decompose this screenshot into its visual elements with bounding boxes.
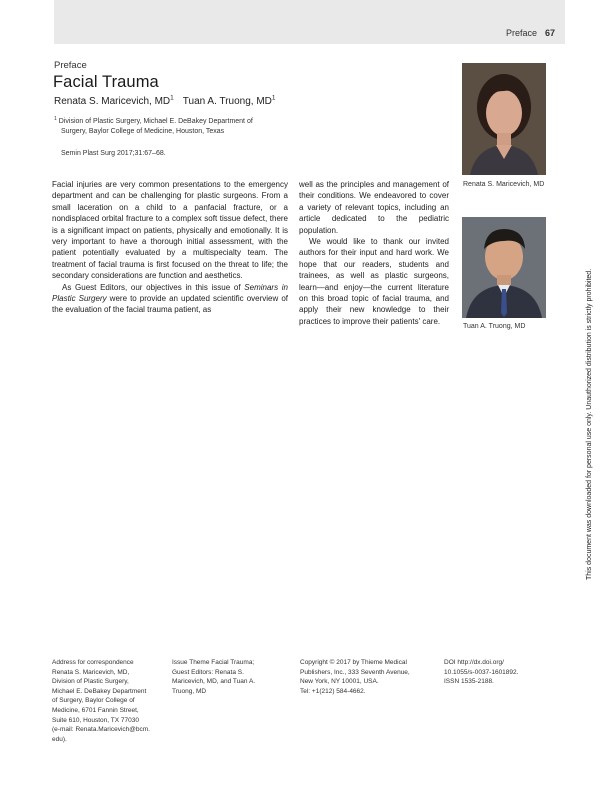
body-paragraph: We would like to thank our invited authors for their input and hard work. We hope that our readers, students and trainees, as well as plastic surgeons, learn—and enjoy—the current literature on this broad topic of facial trauma, and apply their new knowledge to their practices to improve their patients' care. xyxy=(299,237,449,326)
portrait-man-image xyxy=(462,217,546,318)
header-bar xyxy=(54,0,565,44)
footer-line: Tel: +1(212) 584-4662. xyxy=(300,687,366,695)
section-label: Preface xyxy=(54,60,87,71)
author-name: Tuan A. Truong, MD xyxy=(182,96,272,107)
affiliation-mark: 1 xyxy=(54,115,57,122)
footer-line: Issue Theme Facial Trauma; xyxy=(172,659,255,666)
footer-line: New York, NY 10001, USA. xyxy=(300,678,379,686)
author-photo-truong xyxy=(462,217,546,318)
photo-caption: Tuan A. Truong, MD xyxy=(463,323,526,330)
body-text: were to provide an updated scientific overview of the evaluation of the facial trauma patient, as xyxy=(52,294,288,315)
footer-line: Copyright © 2017 by Thieme Medical xyxy=(300,659,407,666)
author-list xyxy=(54,96,276,107)
footer-line: 10.1055/s-0037-1601892. xyxy=(444,668,519,676)
body-paragraph: Facial injuries are very common presentations to the emergency department and can be challenging for plastic surgeons. From a small laceration on a child to a panfacial fracture, or a nondisplaced orbital fracture to a complex soft tissue defect, there is a significant impact on patients, physically and emotionally. It is very important to have a thorough initial assessment, with the patient potentially evaluated by a multispecialty team. The treatment of facial trauma is first focused on the threat to life; the secondary considerations are function and aesthetics. xyxy=(52,180,288,281)
footer-line: ISSN 1535-2188. xyxy=(444,678,494,686)
doi-info xyxy=(444,658,554,687)
author-affiliation-mark: 1 xyxy=(170,94,174,102)
affiliation-line: Division of Plastic Surgery, Michael E. DeBakey Department of xyxy=(58,118,253,125)
affiliation xyxy=(54,117,294,137)
citation: Semin Plast Surg 2017;31:67–68. xyxy=(61,150,166,157)
footer-line: Address for correspondence xyxy=(52,659,134,666)
author-photo-maricevich xyxy=(462,63,546,175)
portrait-woman-image xyxy=(462,63,546,175)
affiliation-line: Surgery, Baylor College of Medicine, Houston, Texas xyxy=(61,128,225,135)
footer-line: (e-mail: Renata.Maricevich@bcm. xyxy=(52,726,150,734)
running-header xyxy=(506,28,555,38)
footer-line: Michael E. DeBakey Department xyxy=(52,687,147,695)
doi-link[interactable]: DOI http://dx.doi.org/ xyxy=(444,659,504,666)
author-name: Renata S. Maricevich, MD xyxy=(54,96,171,107)
footer-line: Truong, MD xyxy=(172,687,207,695)
footer-line: Division of Plastic Surgery, xyxy=(52,678,129,686)
author-affiliation-mark: 1 xyxy=(271,94,276,102)
body-paragraph: well as the principles and management of their conditions. We endeavored to cover a variety of relevant topics, including an article dedicated to the pediatric population. xyxy=(299,180,449,235)
body-paragraph xyxy=(52,282,288,316)
download-watermark: This document was downloaded for personal use only. Unauthorized distribution is strictly prohibited. xyxy=(586,268,593,580)
article-title: Facial Trauma xyxy=(53,73,159,91)
footer-line: Guest Editors: Renata S. xyxy=(172,668,244,676)
footer-line: of Surgery, Baylor College of xyxy=(52,697,135,705)
running-header-label: Preface xyxy=(505,28,537,38)
footer-line: Maricevich, MD, and Tuan A. xyxy=(172,678,256,686)
copyright-notice xyxy=(300,658,440,696)
footer-line: Renata S. Maricevich, MD, xyxy=(52,668,130,676)
footer-line: Suite 610, Houston, TX 77030 xyxy=(52,716,139,724)
issue-theme xyxy=(172,658,282,696)
correspondence-address xyxy=(52,658,167,744)
footer-line: Publishers, Inc., 333 Seventh Avenue, xyxy=(300,668,410,676)
footer-line: edu). xyxy=(52,735,67,743)
body-column-right xyxy=(299,179,449,327)
body-text: As Guest Editors, our objectives in this issue of xyxy=(62,282,245,292)
body-column-left xyxy=(52,179,288,316)
photo-caption: Renata S. Maricevich, MD xyxy=(463,181,545,188)
footer-line: Medicine, 6701 Fannin Street, xyxy=(52,706,139,714)
journal-name: Seminars in Plastic Surgery xyxy=(52,282,288,304)
page-number: 67 xyxy=(544,28,555,38)
